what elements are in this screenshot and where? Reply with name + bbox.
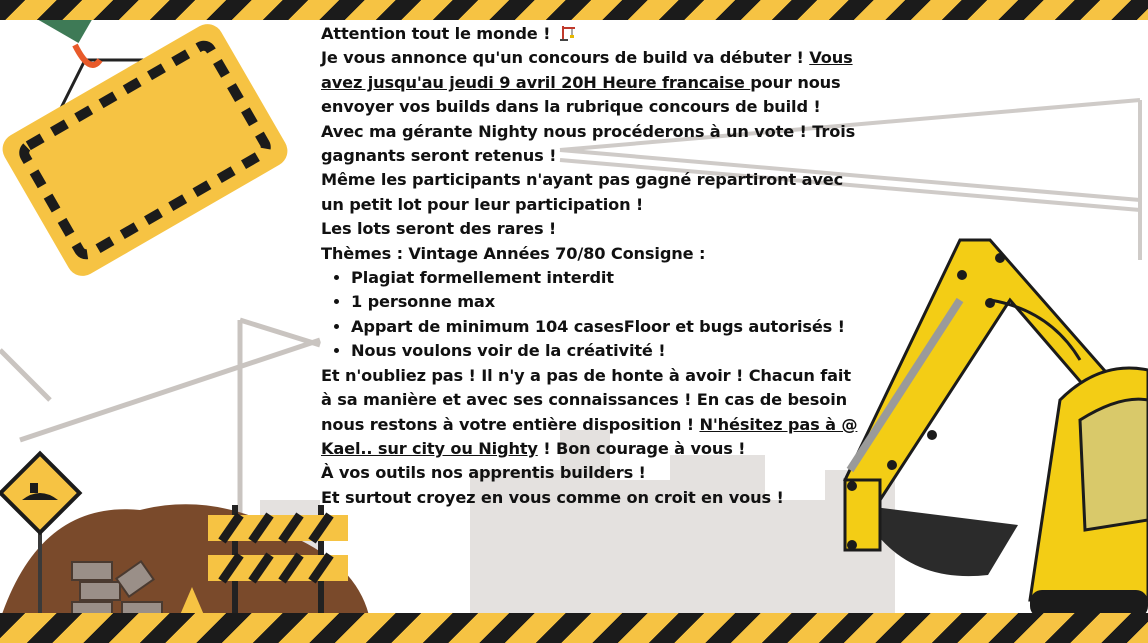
caution-stripe-bottom bbox=[0, 613, 1148, 643]
announcement-line: Même les participants n'ayant pas gagné repartiront avec un petit lot pour leur participation ! bbox=[321, 170, 844, 214]
rules-list bbox=[321, 266, 866, 364]
announcement-line: Les lots seront des rares ! bbox=[321, 219, 557, 239]
deadline-link[interactable]: Vous avez jusqu'au jeudi 9 avril 20H Heure francaise bbox=[321, 48, 853, 92]
announcement-line: Attention tout le monde ! bbox=[321, 22, 866, 46]
announcement-line: Je vous annonce qu'un concours de build va débuter ! Vous avez jusqu'au jeudi 9 avril 20H Heure francaise pour nous envoyer vos builds dans la rubrique concours de build ! bbox=[321, 48, 853, 117]
caution-stripe-top bbox=[0, 0, 1148, 20]
announcement-line: Avec ma gérante Nighty nous procéderons à un vote ! Trois gagnants seront retenus ! bbox=[321, 121, 856, 166]
announcement-line: Et surtout croyez en vous comme on croit en vous ! bbox=[321, 487, 784, 507]
rule-item: • Plagiat formellement interdit bbox=[351, 266, 866, 290]
announcement-line: Thèmes : Vintage Années 70/80 Consigne : bbox=[321, 243, 706, 263]
announcement-line: Et n'oubliez pas ! Il n'y a pas de honte à avoir ! Chacun fait à sa manière et avec ses connaissances ! En cas de besoin nous restons à votre entière disposition ! N'hésitez pas à @ Kael.. sur city ou Nighty ! Bon courage à vous ! bbox=[321, 365, 858, 458]
contact-mention-link[interactable]: N'hésitez pas à @ Kael.. sur city ou Nighty bbox=[321, 414, 858, 458]
rule-item: • Nous voulons voir de la créativité ! bbox=[351, 339, 866, 363]
announcement-line: À vos outils nos apprentis builders ! bbox=[321, 463, 646, 483]
construction-crane-icon bbox=[560, 25, 576, 41]
rule-item: • Appart de minimum 104 casesFloor et bugs autorisés ! bbox=[351, 315, 866, 339]
rule-item: • 1 personne max bbox=[351, 290, 866, 314]
announcement-text bbox=[321, 22, 866, 510]
hanging-sign bbox=[0, 0, 293, 282]
